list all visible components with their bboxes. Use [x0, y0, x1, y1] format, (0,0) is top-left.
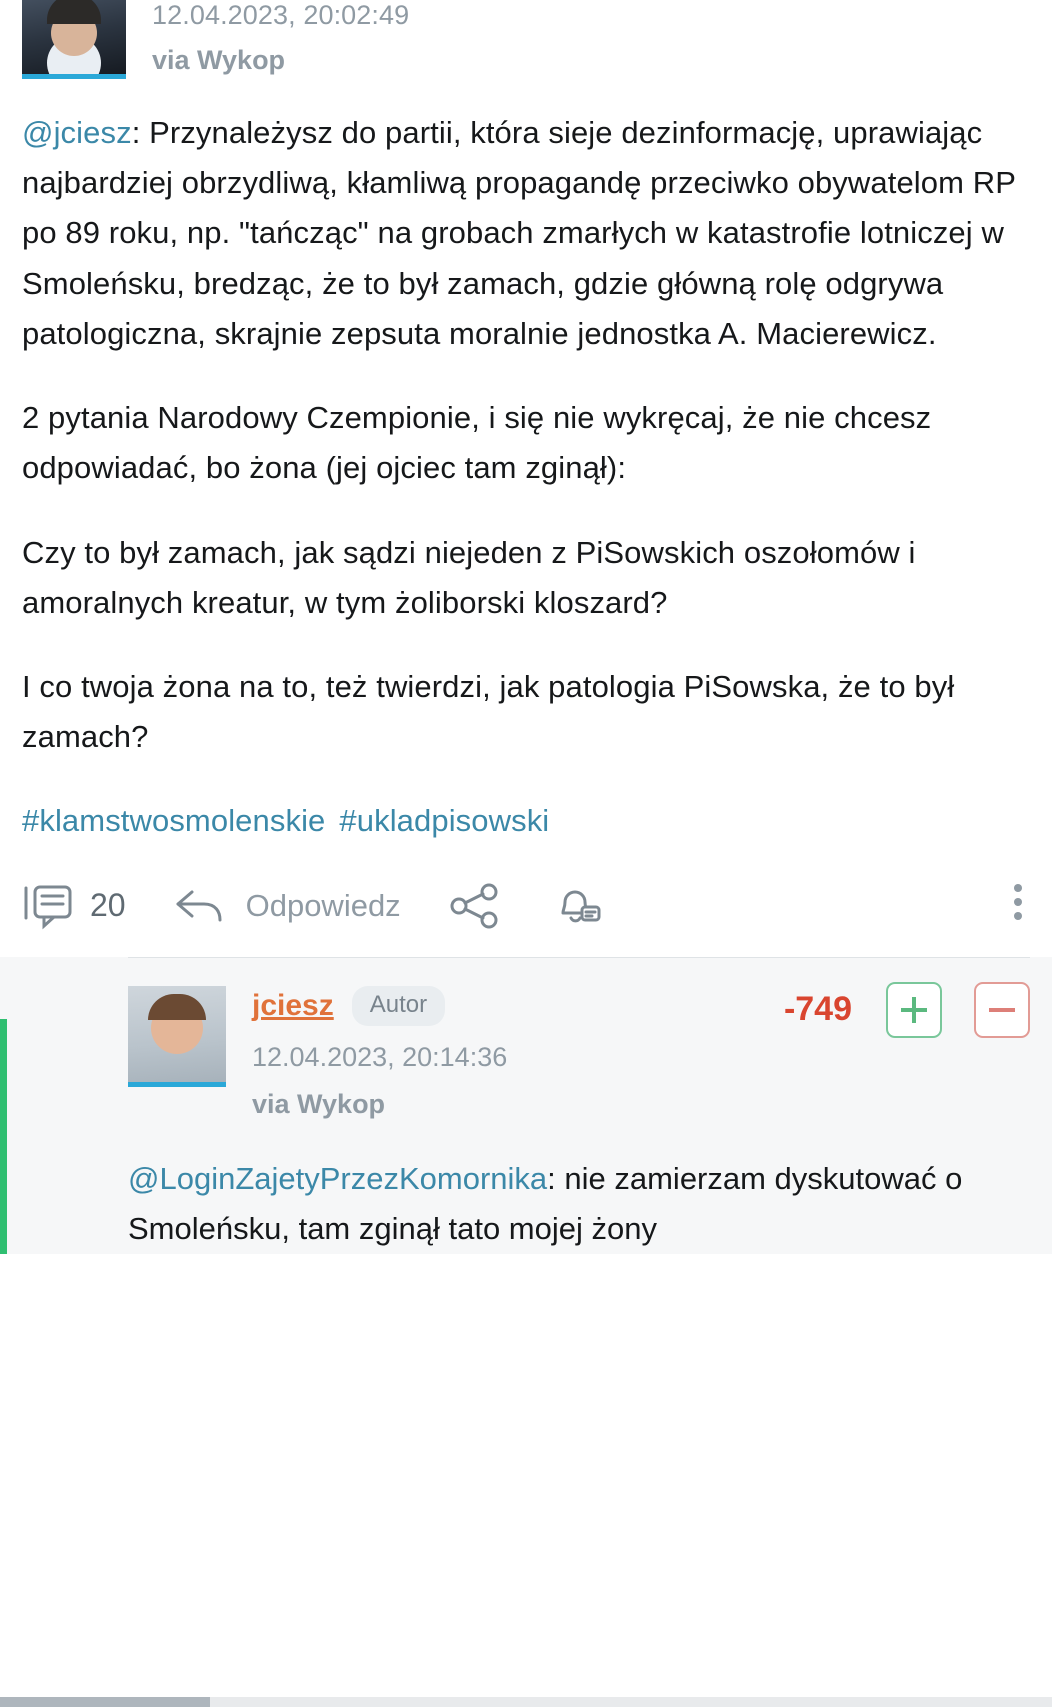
reply-item [22, 958, 1030, 1254]
post-tags [22, 796, 1030, 846]
reply-accent-bar [0, 1019, 7, 1254]
reply-body [128, 1120, 1030, 1254]
comment-icon [22, 882, 74, 930]
post-paragraph-1-text: : Przynależysz do partii, która sieje dezinformację, uprawiając najbardziej obrzydliwą, kłamliwą propagandę przeciwko obywatelom RP po 89 roku, np. "tańcząc" na grobach zmarłych w katastrofie lotniczej w Smoleńsku, bredząc, że to był zamach, gdzie główną rolę odgrywa patologiczna, skrajnie zepsuta moralnie jednostka A. Macierewicz. [22, 115, 1016, 351]
reply-mention-link[interactable]: @LoginZajetyPrzezKomornika [128, 1160, 548, 1196]
author-badge: Autor [352, 986, 445, 1026]
reply-date: 12.04.2023, 20:14:36 [252, 1041, 508, 1072]
hashtag-ukladpisowski[interactable]: #ukladpisowski [339, 803, 550, 839]
reply-meta [226, 986, 1030, 1120]
reply-text: : nie zamierzam dyskutować o Smoleńsku, tam zginął tato mojej żony [128, 1160, 963, 1246]
reply-button[interactable] [172, 882, 401, 930]
reply-avatar[interactable] [128, 986, 226, 1087]
kebab-dot [1014, 912, 1022, 920]
post-header [22, 0, 1030, 84]
kebab-dot [1014, 898, 1022, 906]
post-meta [126, 0, 409, 74]
reply-source: via Wykop [252, 1088, 386, 1119]
reply-arrow-icon [172, 882, 228, 930]
comments-count: 20 [90, 887, 126, 924]
post-more-button[interactable] [1014, 878, 1024, 926]
post-paragraph-4: I co twoja żona na to, też twierdzi, jak patologia PiSowska, że to był zamach? [22, 668, 955, 755]
share-icon [447, 882, 503, 930]
avatar[interactable] [22, 0, 126, 79]
hashtag-klamstwosmolenskie[interactable]: #klamstwosmolenskie [22, 803, 326, 839]
share-button[interactable] [447, 882, 503, 930]
post-action-bar [22, 847, 1030, 957]
post-date: 12.04.2023, 20:02:49 [152, 0, 410, 30]
post-body [22, 84, 1030, 847]
comments-button[interactable] [22, 882, 126, 930]
bell-icon [549, 881, 605, 931]
vote-score: -749 [783, 990, 852, 1029]
post-paragraph-3: Czy to był zamach, jak sądzi niejeden z PiSowskich oszołomów i amoralnych kreatur, w tym żoliborski kloszard? [22, 534, 916, 620]
post-paragraph-2: 2 pytania Narodowy Czempionie, i się nie wykręcaj, że nie chcesz odpowiadać, bo żona (jej ojciec tam zginął): [22, 400, 932, 486]
mention-link[interactable]: @jciesz [22, 115, 132, 150]
reply-container [0, 957, 1052, 1254]
scrollbar-horizontal[interactable] [0, 1697, 1052, 1707]
vote-area [784, 982, 1030, 1038]
reply-header [128, 986, 1030, 1120]
post-paragraph-1 [22, 108, 1030, 359]
post-source: via Wykop [152, 45, 286, 75]
reply-username[interactable]: jciesz [252, 988, 334, 1022]
upvote-button[interactable] [886, 982, 942, 1038]
kebab-dot [1014, 884, 1022, 892]
notify-button[interactable] [549, 881, 605, 931]
downvote-button[interactable] [974, 982, 1030, 1038]
reply-label: Odpowiedz [245, 887, 401, 923]
